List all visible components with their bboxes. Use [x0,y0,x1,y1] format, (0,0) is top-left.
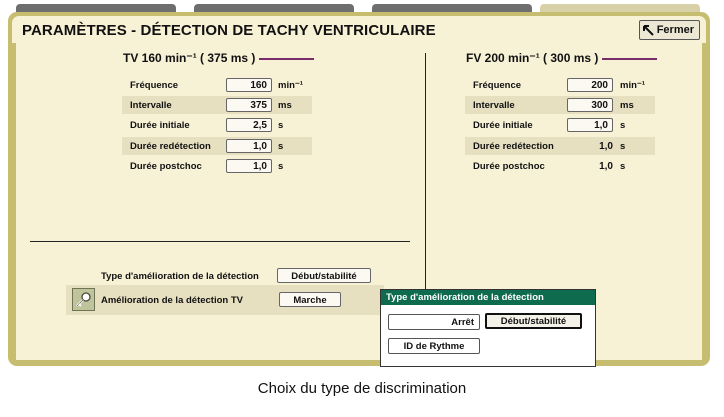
content-panel [16,43,702,360]
tv-intervalle-unit: ms [278,99,292,111]
fv-duree-postchoc-value: 1,0 [599,160,613,172]
fv-label-intervalle: Intervalle [473,99,515,111]
tv-row-frequence [122,76,312,94]
tv-frequence-field[interactable]: 160 [226,78,272,92]
fv-header-text: FV 200 min⁻¹ ( 300 ms ) [466,51,599,65]
tv-enhancement-label: Amélioration de la détection TV [101,295,243,306]
fv-frequence-field[interactable]: 200 [567,78,613,92]
window-title: PARAMÈTRES - DÉTECTION DE TACHY VENTRICULAIRE [22,22,436,39]
key-icon[interactable] [72,288,95,311]
fv-duree-initiale-field[interactable]: 1,0 [567,118,613,132]
fv-duree-initiale-unit: s [620,119,626,131]
tv-duree-redetection-field[interactable]: 1,0 [226,139,272,153]
popup-title: Type d'amélioration de la détection [381,290,595,305]
tv-row-intervalle [122,96,312,114]
fv-header-line [602,58,657,60]
popup-option-debut-stabilite[interactable]: Début/stabilité [485,313,582,329]
fv-duree-redetection-value: 1,0 [599,140,613,152]
fv-label-duree-initiale: Durée initiale [473,119,533,131]
tv-intervalle-field[interactable]: 375 [226,98,272,112]
fv-row-frequence [465,76,655,94]
enhancement-type-label: Type d'amélioration de la détection [101,271,259,282]
figure-caption: Choix du type de discrimination [257,380,467,397]
fv-row-intervalle [465,96,655,114]
arrow-up-left-icon [643,25,654,36]
tv-duree-postchoc-unit: s [278,160,284,172]
enhancement-type-popup [380,289,596,367]
key-icon-glyph [73,289,94,310]
tv-duree-initiale-unit: s [278,119,284,131]
fv-label-frequence: Fréquence [473,79,522,91]
tv-header-text: TV 160 min⁻¹ ( 375 ms ) [123,51,256,65]
tv-row-duree-initiale [122,116,312,134]
tv-duree-initiale-field[interactable]: 2,5 [226,118,272,132]
tv-header [123,51,314,65]
fv-row-duree-redetection [465,137,655,155]
parameters-window [8,12,710,366]
tv-enhancement-button[interactable]: Marche [279,292,341,307]
fv-intervalle-field[interactable]: 300 [567,98,613,112]
tv-label-frequence: Fréquence [130,79,179,91]
fv-row-duree-initiale [465,116,655,134]
fv-row-duree-postchoc [465,157,655,175]
popup-option-id-de-rythme[interactable]: ID de Rythme [388,338,480,354]
fv-duree-postchoc-unit: s [620,160,626,172]
tv-header-line [259,58,314,60]
fv-header [466,51,657,65]
tv-label-duree-initiale: Durée initiale [130,119,190,131]
tv-label-duree-postchoc: Durée postchoc [130,160,202,172]
fv-duree-redetection-unit: s [620,140,626,152]
tv-label-duree-redetection: Durée redétection [130,140,211,152]
tv-row-duree-redetection [122,137,312,155]
enhancement-type-button[interactable]: Début/stabilité [277,268,371,283]
tv-duree-postchoc-field[interactable]: 1,0 [226,159,272,173]
fv-label-duree-redetection: Durée redétection [473,140,554,152]
close-button[interactable] [639,20,700,40]
title-bar [12,16,706,43]
popup-option-arret[interactable]: Arrêt [388,314,480,330]
fv-intervalle-unit: ms [620,99,634,111]
horizontal-divider [30,241,410,242]
close-label: Fermer [656,24,694,36]
tv-duree-redetection-unit: s [278,140,284,152]
tv-row-duree-postchoc [122,157,312,175]
tv-frequence-unit: min⁻¹ [278,79,304,91]
fv-label-duree-postchoc: Durée postchoc [473,160,545,172]
fv-frequence-unit: min⁻¹ [620,79,646,91]
tv-label-intervalle: Intervalle [130,99,172,111]
